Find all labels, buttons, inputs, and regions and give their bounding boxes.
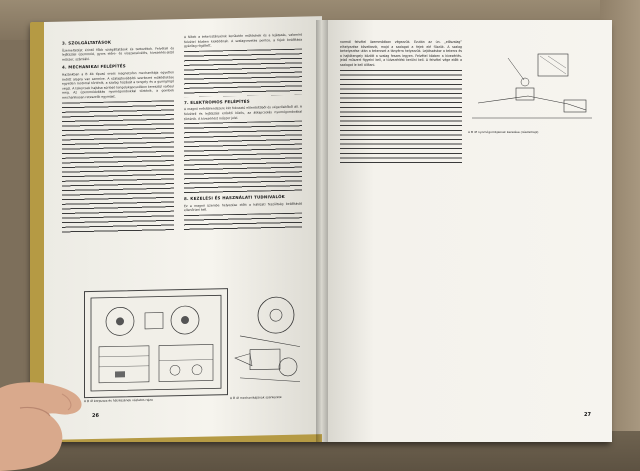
text-block xyxy=(184,48,302,96)
paragraph: normál felvétel üzemmódban végezzük. Ezután az ún. „előszalag” elhelyezése következik, majd a szalagot a fejek elé fűzzük. A szalag behelyezése után a tekercset a tányérra helyezzük. Lejátszáskor a tekercs és a hajtótengely között a szalag feszes legyen. Felvétel közben a kivezérlés-jelző műszert figyelni kell, a túlvezérlést kerülni kell. A felvétel vége előtt a szalagot le kell állítani. xyxy=(340,40,462,67)
text-block xyxy=(340,70,462,166)
paragraph: Üzemeltetést érintő főbb szolgáltatások és tartozékok. Felvételi és lejátszási üzemmód, gyors előre- és visszacsévélés, kivezérlés-jelző műszer, számláló. xyxy=(62,45,174,62)
mechanism-drawing xyxy=(230,286,310,393)
section-heading: 4. MECHANIKAI FELÉPÍTÉS xyxy=(62,63,126,70)
left-page-column-1 xyxy=(62,35,174,234)
figure-mechanism-drawing xyxy=(230,286,310,393)
figure-button-mechanism xyxy=(468,48,596,128)
section-heading: 7. ELEKTROMOS FELÉPÍTÉS xyxy=(184,98,250,105)
hand xyxy=(0,378,100,471)
page-number-right: 27 xyxy=(584,412,591,418)
section-heading: 3. SZOLGÁLTATÁSOK xyxy=(62,39,112,46)
right-page-column-1 xyxy=(340,40,462,168)
section-heading: 8. KEZELÉSI ÉS HASZNÁLATI TUDNIVALÓK xyxy=(184,194,285,202)
paragraph: Ez a magnó üzembe helyezése előtt a hálózati feszültség beállítását ellenőrizni kell. xyxy=(184,201,302,213)
paragraph xyxy=(62,100,174,232)
right-page xyxy=(322,20,612,442)
text-block xyxy=(184,213,302,231)
paragraph: Hazánkban a B 4b típusú orsós magnetofon mechanikája egyetlen öntött alapra van szerelve. A szalagtovábbító szerkezet működtetése egyetlen motorral történik, a szalag húzását a tengely és a gumigörgő végzi. A tekercsek hajtása súrlódó tengelykapcsolókon keresztül valósul meg. Az üzemmódváltás nyomógombokkal történik, a gombok mechanikusan reteszelik egymást. xyxy=(62,70,174,100)
figure-3-caption: A B 4f nyomógombjainak kezelése (részletrajz) xyxy=(468,130,539,134)
book-gutter xyxy=(316,20,328,442)
page-number-left: 26 xyxy=(92,412,99,419)
text-block xyxy=(184,121,302,193)
figure-2-caption: A B 4f mechanikájának szerkezete xyxy=(230,395,282,401)
left-page-column-2 xyxy=(184,33,302,233)
figure-1-caption: A B 4f korpusza és hátrészének vázlatos rajza xyxy=(84,397,153,404)
figure-chassis-drawing xyxy=(84,288,228,398)
paragraph: A fékek a tekercstányérok kerületén működnek és a lejátszás, valamint felvétel közben kioldódnak. A szalagvezetés pontos, a fejek beállítása gyárilag rögzített. xyxy=(184,32,302,49)
chassis-drawing xyxy=(85,289,227,397)
paragraph: A magnó erősítőrendszere két fokozatú előerősítőből és végerősítőből áll. A felvételi és lejátszási erősítő közös, az átkapcsolás nyomógombokkal történik. A kivezérlést műszer jelzi. xyxy=(184,104,302,121)
button-mechanism-drawing xyxy=(468,48,596,128)
left-page xyxy=(44,16,322,440)
